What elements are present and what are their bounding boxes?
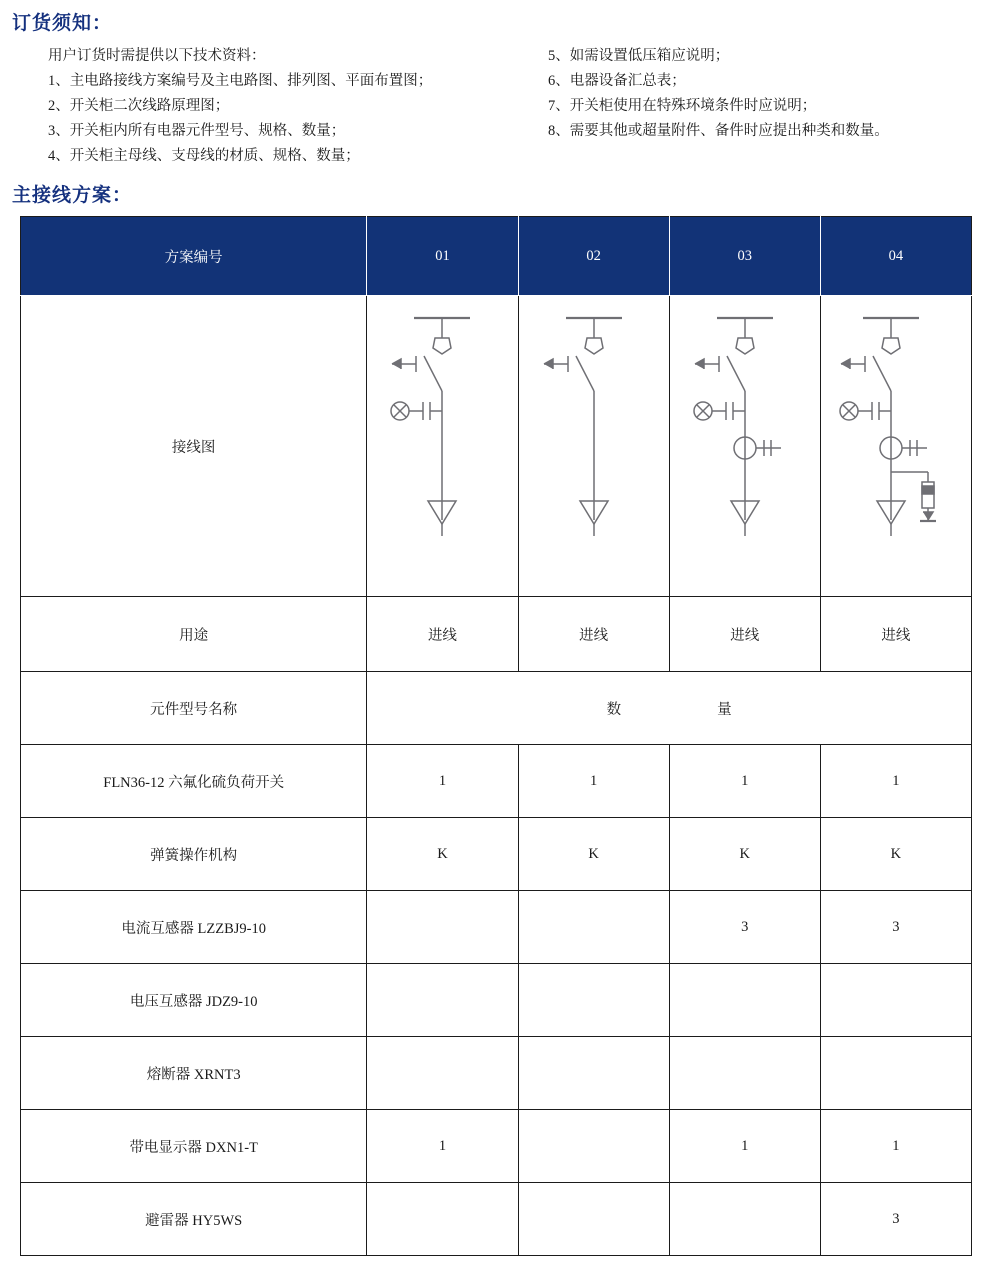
surge-arrester-block: [922, 486, 934, 494]
circuit-diagram-04: [831, 296, 961, 546]
order-notice-heading: 订货须知：: [12, 12, 113, 34]
table-row: [21, 1110, 972, 1183]
component-qty-04: [820, 964, 971, 1037]
row-label-wiring-diagram: 接线图: [21, 296, 367, 597]
load-break-switch-blade: [424, 356, 442, 391]
vacuum-interrupter-icon: [433, 338, 451, 354]
order-notice-item: 1、主电路接线方案编号及主电路图、排列图、平面布置图；: [48, 73, 433, 89]
component-name: 电压互感器 JDZ9-10: [21, 964, 367, 1037]
load-break-switch-blade: [873, 356, 891, 391]
component-qty-01: 1: [367, 745, 518, 818]
main-wiring-scheme-heading: 主接线方案：: [12, 184, 133, 206]
header-cell-scheme-03: 03: [669, 217, 820, 296]
purpose-value-01: 进线: [367, 597, 518, 672]
vacuum-interrupter-icon: [585, 338, 603, 354]
quantity-label-char-b: 量: [717, 701, 732, 718]
component-qty-01: [367, 964, 518, 1037]
circuit-diagram-01: [382, 296, 502, 546]
diagram-cell-01: [367, 296, 518, 597]
purpose-value-02: 进线: [518, 597, 669, 672]
earth-switch-arrow-head: [695, 359, 704, 369]
component-qty-02: [518, 891, 669, 964]
component-name: 弹簧操作机构: [21, 818, 367, 891]
component-qty-04: 3: [820, 1183, 971, 1256]
component-qty-03: 1: [669, 1110, 820, 1183]
component-name: 避雷器 HY5WS: [21, 1183, 367, 1256]
component-qty-01: [367, 1037, 518, 1110]
component-qty-03: [669, 1183, 820, 1256]
order-notice-item: 3、开关柜内所有电器元件型号、规格、数量；: [48, 123, 346, 139]
component-qty-01: 1: [367, 1110, 518, 1183]
component-qty-01: K: [367, 818, 518, 891]
component-name: 带电显示器 DXN1-T: [21, 1110, 367, 1183]
component-qty-04: K: [820, 818, 971, 891]
table-row: [21, 1037, 972, 1110]
component-qty-02: [518, 1037, 669, 1110]
component-qty-04: 1: [820, 1110, 971, 1183]
main-wiring-scheme-table: [20, 216, 972, 1256]
surge-arrester-ground-arrow: [923, 512, 933, 520]
order-notice-item: 7、开关柜使用在特殊环境条件时应说明；: [548, 98, 817, 114]
component-qty-01: [367, 1183, 518, 1256]
diagram-cell-04: [820, 296, 971, 597]
load-break-switch-blade: [576, 356, 594, 391]
row-label-component-model-name: 元件型号名称: [21, 672, 367, 745]
table-row: [21, 1183, 972, 1256]
order-notice-item: 8、需要其他或超量附件、备件时应提出种类和数量。: [548, 123, 889, 139]
component-qty-02: K: [518, 818, 669, 891]
vacuum-interrupter-icon: [882, 338, 900, 354]
component-qty-04: 3: [820, 891, 971, 964]
component-qty-02: [518, 1110, 669, 1183]
purpose-value-04: 进线: [820, 597, 971, 672]
table-row-purpose: [21, 597, 972, 672]
order-notice-item: 4、开关柜主母线、支母线的材质、规格、数量；: [48, 148, 360, 164]
order-notice-intro: 用户订货时需提供以下技术资料：: [48, 48, 266, 64]
quantity-header-cell: [367, 672, 972, 745]
vacuum-interrupter-icon: [736, 338, 754, 354]
header-cell-scheme-number: 方案编号: [21, 217, 367, 296]
component-qty-03: 1: [669, 745, 820, 818]
diagram-cell-03: [669, 296, 820, 597]
component-qty-02: 1: [518, 745, 669, 818]
earth-switch-arrow-head: [544, 359, 553, 369]
table-row: [21, 745, 972, 818]
component-qty-03: K: [669, 818, 820, 891]
component-qty-02: [518, 1183, 669, 1256]
purpose-value-03: 进线: [669, 597, 820, 672]
component-qty-04: 1: [820, 745, 971, 818]
row-label-purpose: 用途: [21, 597, 367, 672]
table-row: [21, 891, 972, 964]
earth-switch-arrow-head: [841, 359, 850, 369]
header-cell-scheme-01: 01: [367, 217, 518, 296]
table-row-component-quantity-header: [21, 672, 972, 745]
component-qty-04: [820, 1037, 971, 1110]
component-qty-02: [518, 964, 669, 1037]
order-notice-item: 6、电器设备汇总表；: [548, 73, 686, 89]
order-notice-right-column: [548, 44, 889, 144]
order-notice-item: 2、开关柜二次线路原理图；: [48, 98, 230, 114]
component-name: 电流互感器 LZZBJ9-10: [21, 891, 367, 964]
component-qty-01: [367, 891, 518, 964]
diagram-cell-02: [518, 296, 669, 597]
circuit-diagram-02: [534, 296, 654, 546]
component-qty-03: [669, 964, 820, 1037]
load-break-switch-blade: [727, 356, 745, 391]
header-cell-scheme-02: 02: [518, 217, 669, 296]
component-qty-03: [669, 1037, 820, 1110]
table-row: [21, 818, 972, 891]
header-cell-scheme-04: 04: [820, 217, 971, 296]
table-row-wiring-diagrams: [21, 296, 972, 597]
table-header-row: [21, 217, 972, 296]
earth-switch-arrow-head: [392, 359, 401, 369]
table-row: [21, 964, 972, 1037]
order-notice-item: 5、如需设置低压箱应说明；: [548, 48, 730, 64]
order-notice-left-column: [48, 44, 432, 169]
component-name: FLN36-12 六氟化硫负荷开关: [21, 745, 367, 818]
circuit-diagram-03: [685, 296, 805, 546]
quantity-label-char-a: 数: [606, 701, 622, 718]
component-qty-03: 3: [669, 891, 820, 964]
component-name: 熔断器 XRNT3: [21, 1037, 367, 1110]
